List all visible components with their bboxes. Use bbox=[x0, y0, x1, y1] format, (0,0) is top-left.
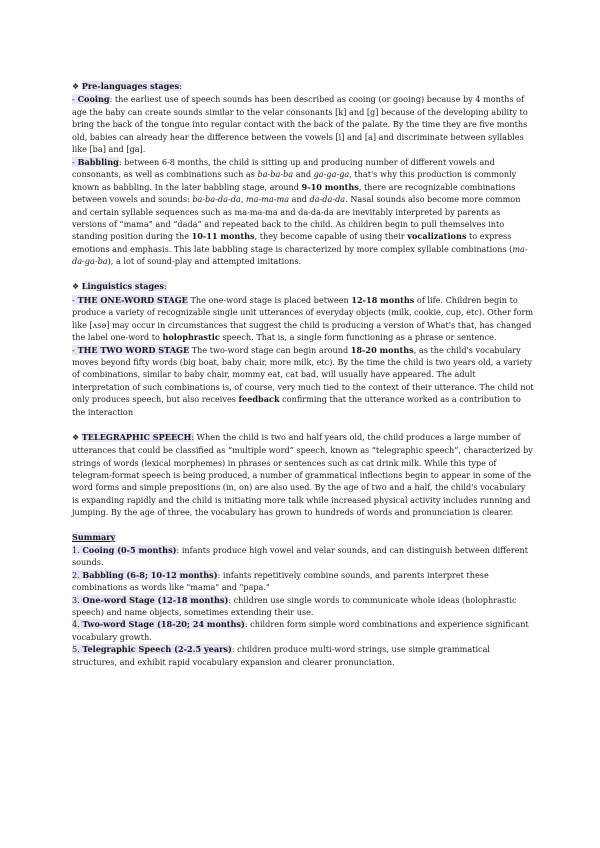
two-word-text-3: confirming that the utterance worked as a contribution to the interaction bbox=[72, 394, 521, 417]
cooing-paragraph bbox=[72, 93, 534, 155]
babbling-example-3: ba-ba-da-da, ma-ma-ma bbox=[192, 194, 290, 205]
pre-languages-title: Pre-languages stages bbox=[81, 81, 180, 91]
spacer bbox=[72, 418, 534, 430]
one-word-text-1: The one-word stage is placed between bbox=[187, 294, 352, 305]
heading-colon: : bbox=[163, 281, 167, 292]
diamond-bullet-icon: ❖ bbox=[72, 82, 80, 91]
two-word-dash: - bbox=[72, 344, 75, 355]
babbling-text-8: to express emotions and emphasis. This late babbling stage is characterized by more complex syllable combinations ( bbox=[72, 231, 513, 254]
cooing-dash: - bbox=[72, 94, 75, 105]
summary-item-label: Babbling (6-8; 10-12 months) bbox=[82, 569, 218, 580]
summary-item-number: 5. bbox=[72, 644, 83, 655]
spacer bbox=[72, 519, 534, 531]
babbling-example-4: da-da-da bbox=[309, 194, 346, 205]
summary-item bbox=[72, 594, 534, 619]
summary-item-text: : children use single words to communicate whole ideas (holophrastic speech) and name objects, sometimes extending their use. bbox=[72, 594, 517, 617]
heading-colon: : bbox=[191, 431, 195, 442]
one-word-label: THE ONE-WORD STAGE bbox=[75, 295, 188, 305]
summary-list bbox=[72, 544, 534, 669]
summary-item-number: 1. bbox=[72, 544, 83, 555]
summary-item-label: Two-word Stage (18-20; 24 months) bbox=[82, 619, 245, 630]
telegraphic-paragraph bbox=[72, 431, 534, 519]
summary-item bbox=[72, 544, 534, 569]
summary-item bbox=[72, 618, 534, 643]
babbling-text-7: , they become capable of using their bbox=[254, 231, 408, 242]
babbling-text-9: ), a lot of sound-play and attempted imitations. bbox=[107, 256, 302, 267]
summary-item-label: One-word Stage (12-18 months) bbox=[82, 594, 229, 605]
linguistics-title: Linguistics stages bbox=[81, 281, 164, 292]
spacer bbox=[72, 268, 534, 280]
babbling-age-1: 9-10 months bbox=[301, 181, 359, 192]
babbling-paragraph bbox=[72, 156, 534, 268]
heading-colon: : bbox=[179, 81, 182, 91]
babbling-text-1: : between 6-8 months, the child is sitting up and producing number of different vowels and consonants, as well as combinations such as bbox=[72, 156, 495, 180]
babbling-label: Babbling bbox=[75, 157, 119, 167]
two-word-label: THE TWO WORD STAGE bbox=[75, 345, 189, 355]
two-word-text-1: The two-word stage can begin around bbox=[189, 344, 351, 355]
summary-item-text: : children produce multi-word strings, use simple grammatical structures, and exhibit rapid vocabulary expansion and clearer pronunciation. bbox=[72, 644, 491, 667]
one-word-age: 12-18 months bbox=[351, 294, 415, 305]
summary-item-number: 4. bbox=[72, 619, 83, 630]
babbling-age-2: 10-11 months bbox=[191, 231, 255, 242]
telegraphic-text: When the child is two and half years old, the child produces a large number of utterances that could be classified as “multiple word” speech, known as “telegraphic speech”, characterized by strings of words (lexical morphemes) in phrases or sentences such as cat drink milk. While this type of telegram-format speech is being produced, a number of grammatical inflections begin to appear in some of the word forms and simple prepositions (in, on) are also used. By the age of two and a half, the child's vocabulary is expanding rapidly and the child is initiating more talk while increased physical activity includes running and jumping. By the age of three, the vocabulary has grown to hundreds of words and pronunciation is clearer. bbox=[72, 431, 533, 518]
summary-item-text: : children form simple word combinations and experience significant vocabulary growth. bbox=[72, 619, 529, 642]
babbling-text-3: , that's why this production is commonly known as babbling. In the later babbling stage, around bbox=[72, 169, 517, 192]
babbling-example-2: ga-ga-ga bbox=[313, 169, 350, 180]
summary-item-number: 2. bbox=[72, 569, 83, 580]
cooing-label: Cooing bbox=[75, 94, 110, 104]
one-word-text-2: of life. Children begin to produce a variety of recognizable single unit utterances of everyday objects (milk, cookie, cup, etc). Other form like [ʌsə] may occur in circumstances that suggest the child is producing a version of What's that, has changed the label one-word to bbox=[72, 294, 534, 343]
one-word-dash: - bbox=[72, 294, 75, 305]
babbling-text-6: . Nasal sounds also become more common and certain syllable sequences such as ma-ma-ma and da-da-da are inevitably interpreted by parents as versions of “mama” and “dada” and repeated back to the child. As children begin to pull themselves into standing position during the bbox=[72, 194, 521, 242]
babbling-text-5: and bbox=[289, 194, 310, 205]
babbling-keyword: vocalizations bbox=[407, 231, 467, 242]
diamond-bullet-icon: ❖ bbox=[72, 282, 80, 292]
one-word-text-3: speech. That is, a single form functioning as a phrase or sentence. bbox=[219, 332, 497, 343]
one-word-paragraph bbox=[72, 294, 534, 344]
summary-item-number: 3. bbox=[72, 594, 83, 605]
summary-item-label: Telegraphic Speech (2-2.5 years) bbox=[82, 644, 232, 655]
two-word-text-2: , as the child's vocabulary moves beyond fifty words (big boat, baby chair, more milk, etc). By the time the child is two years old, a variety of combinations, similar to baby chair, mommy eat, cat bad, will usually have appeared. The adult interpretation of such combinations is, of course, very much tied to the context of their utterance. The child not only produces speech, but also receives bbox=[72, 344, 534, 405]
diamond-bullet-icon: ❖ bbox=[72, 432, 80, 442]
summary-item-label: Cooing (0-5 months) bbox=[82, 544, 177, 555]
document-page bbox=[72, 80, 534, 668]
summary-heading bbox=[72, 531, 534, 543]
cooing-text: : the earliest use of speech sounds has been described as cooing (or gooing) because by 4 months of age the baby can create sounds similar to the velar consonants [k] and [g] because of the developing ability to bring the back of the tongue into regular contact with the back of the palate. By the time they are five months old, babies can already hear the difference between the vowels [i] and [a] and discriminate between syllables like [ba] and [ga]. bbox=[72, 94, 528, 155]
one-word-keyword: holophrastic bbox=[162, 332, 220, 343]
babbling-text-4: , there are recognizable combinations between vowels and sounds: bbox=[72, 181, 516, 205]
summary-item bbox=[72, 643, 534, 668]
two-word-age: 18-20 months bbox=[350, 344, 414, 355]
two-word-paragraph bbox=[72, 344, 534, 419]
babbling-text-2: and bbox=[293, 169, 314, 180]
babbling-example-5: ma-da-ga-ba bbox=[72, 243, 528, 267]
pre-languages-heading bbox=[72, 80, 534, 93]
babbling-dash: - bbox=[72, 156, 75, 167]
linguistics-heading bbox=[72, 280, 534, 293]
summary-item bbox=[72, 569, 534, 594]
telegraphic-title: TELEGRAPHIC SPEECH bbox=[81, 431, 192, 442]
summary-item-text: : infants produce high vowel and velar sounds, and can distinguish between different sounds. bbox=[72, 544, 529, 568]
summary-title: Summary bbox=[72, 532, 116, 543]
two-word-keyword: feedback bbox=[238, 394, 280, 405]
summary-item-text: : infants repetitively combine sounds, and parents interpret these combinations as words like "mama" and "papa." bbox=[72, 569, 489, 593]
babbling-example-1: ba-ba-ba bbox=[257, 169, 294, 180]
